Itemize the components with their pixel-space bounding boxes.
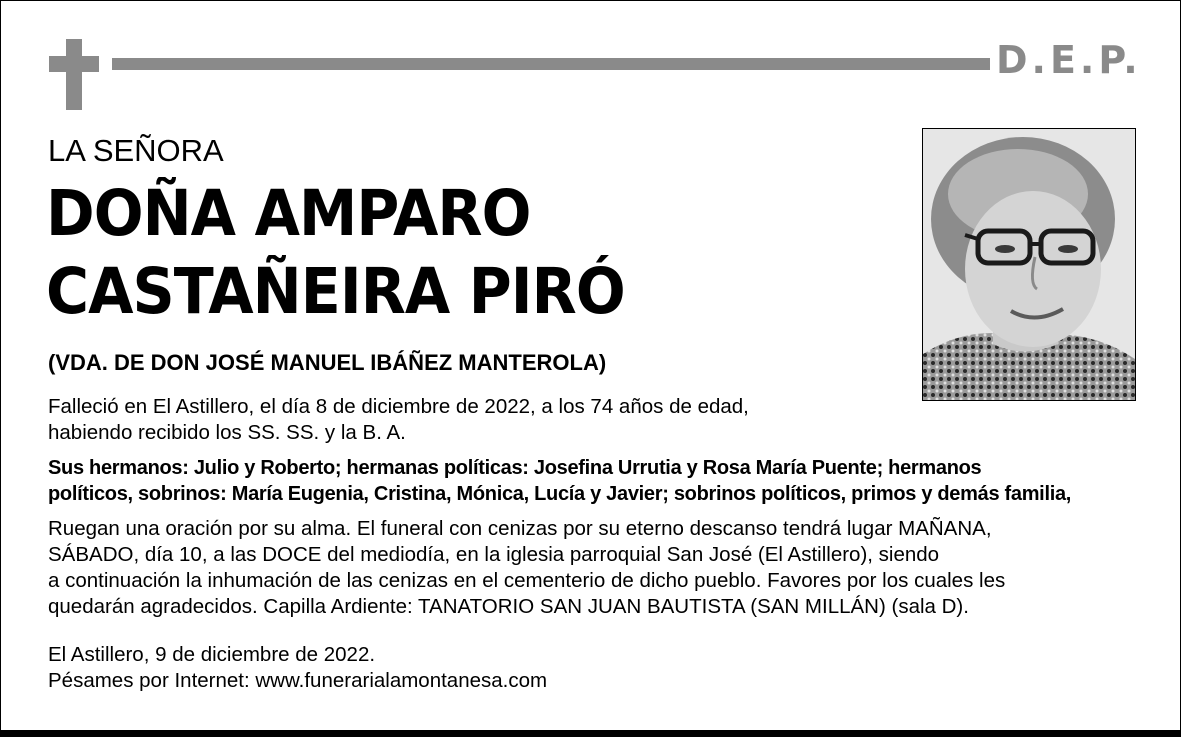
cross-vertical-bar xyxy=(66,39,82,110)
death-notice-line: habiendo recibido los SS. SS. y la B. A. xyxy=(48,421,406,444)
portrait-illustration xyxy=(923,129,1135,400)
footer-paragraph xyxy=(48,642,547,694)
widow-of-line: (VDA. DE DON JOSÉ MANUEL IBÁÑEZ MANTEROLA) xyxy=(48,350,607,375)
funeral-line: SÁBADO, día 10, a las DOCE del mediodía, en la iglesia parroquial San José (El Astillero), siendo xyxy=(48,543,940,566)
header-rule xyxy=(112,58,990,70)
family-line: políticos, sobrinos: María Eugenia, Cristina, Mónica, Lucía y Javier; sobrinos políticos, primos y demás familia, xyxy=(48,483,1072,505)
family-paragraph xyxy=(48,455,1071,507)
honorific-title: LA SEÑORA xyxy=(48,133,224,168)
funeral-line: a continuación la inhumación de las cenizas en el cementerio de dicho pueblo. Favores por los cuales les xyxy=(48,569,1006,592)
cross-horizontal-bar xyxy=(49,56,99,72)
deceased-name-line-1: DOÑA AMPARO xyxy=(46,177,531,250)
funeral-line: Ruegan una oración por su alma. El funeral con cenizas por su eterno descanso tendrá lugar MAÑANA, xyxy=(48,517,992,540)
deceased-name-line-2: CASTAÑEIRA PIRÓ xyxy=(46,255,625,328)
dep-label: D.E.P. xyxy=(996,38,1142,82)
death-notice-line: Falleció en El Astillero, el día 8 de diciembre de 2022, a los 74 años de edad, xyxy=(48,395,749,418)
bottom-rule xyxy=(1,730,1180,736)
family-line: Sus hermanos: Julio y Roberto; hermanas políticas: Josefina Urrutia y Rosa María Puente; hermanos xyxy=(48,457,982,479)
date-line: El Astillero, 9 de diciembre de 2022. xyxy=(48,643,376,666)
funeral-line: quedarán agradecidos. Capilla Ardiente: TANATORIO SAN JUAN BAUTISTA (SAN MILLÁN) (sala D). xyxy=(48,595,969,618)
death-notice-paragraph xyxy=(48,394,749,446)
funeral-paragraph xyxy=(48,516,1005,620)
condolences-line: Pésames por Internet: www.funerarialamontanesa.com xyxy=(48,669,548,692)
portrait-photo xyxy=(922,128,1136,401)
